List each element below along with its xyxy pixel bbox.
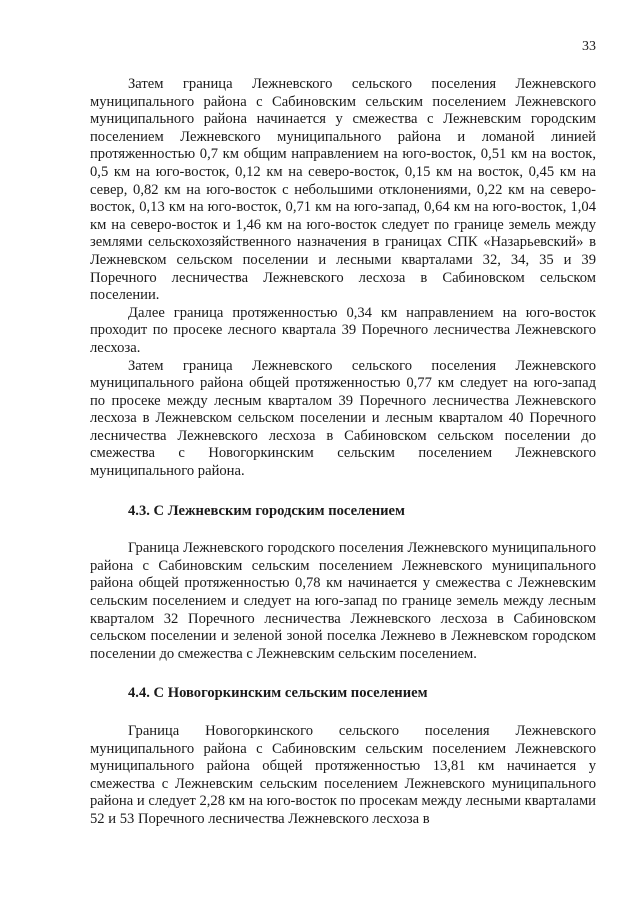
paragraph-boundary-continue: Далее граница протяженностью 0,34 км направлением на юго-восток проходит по просеке лесного квартала 39 Поречного лесничества Лежневского лесхоза. — [90, 304, 596, 356]
paragraph-boundary-end: Затем граница Лежневского сельского поселения Лежневского муниципального района общей протяженностью 0,77 км следует на юго-запад по просеке между лесным кварталом 39 Поречного лесничества Лежневского лесхоза в Лежневском сельском поселении и лесным кварталом 40 Поречного лесничества Лежневского лесхоза в Сабиновском сельском поселении до смежества с Новогоркинским сельским поселением Лежневского муниципального района. — [90, 357, 596, 480]
section-heading-4-4: 4.4. С Новогоркинским сельским поселением — [128, 685, 428, 702]
document-body — [90, 76, 596, 829]
paragraph-boundary-start: Затем граница Лежневского сельского поселения Лежневского муниципального района с Сабиновским сельским поселением Лежневского муниципального района начинается у смежества с Лежневским городским поселением Лежневского муниципального района и ломаной линией протяженностью 0,7 км общим направлением на юго-восток, 0,51 км на восток, 0,5 км на юго-восток, 0,12 км на северо-восток, 0,15 км на восток, 0,45 км на север, 0,82 км на юго-восток с небольшими отклонениями, 0,22 км на северо-восток, 0,13 км на юго-восток, 0,71 км на юго-запад, 0,64 км на юго-восток, 1,04 км на северо-восток и 1,46 км на юго-восток следует по границе земель между землями сельскохозяйственного назначения в границах СПК «Назарьевский» в Лежневском сельском поселении и лесными кварталами 32, 34, 35 и 39 Поречного лесничества Лежневского лесхоза в Сабиновском сельском поселении. — [90, 76, 596, 304]
section-4-3-paragraph: Граница Лежневского городского поселения Лежневского муниципального района с Сабиновским сельским поселением Лежневского муниципального района общей протяженностью 0,78 км начинается у смежества с Лежневским сельским поселением и следует на юго-запад по границе земель между лесным кварталом 32 Поречного лесничества Лежневского лесхоза в Сабиновском сельском поселении и зеленой зоной поселка Лежнево в Лежневском городском поселении до смежества с Лежневским сельским поселением. — [90, 540, 596, 662]
page-number: 33 — [582, 39, 596, 54]
section-4-4-paragraph: Граница Новогоркинского сельского поселения Лежневского муниципального района с Сабиновским сельским поселением Лежневского муниципального района общей протяженностью 13,81 км начинается у смежества с Лежневским сельским поселением Лежневского муниципального района и следует 2,28 км на юго-восток по просекам между лесными кварталами 52 и 53 Поречного лесничества Лежневского лесхоза в — [90, 723, 596, 827]
section-heading-4-3: 4.3. С Лежневским городским поселением — [128, 502, 405, 519]
